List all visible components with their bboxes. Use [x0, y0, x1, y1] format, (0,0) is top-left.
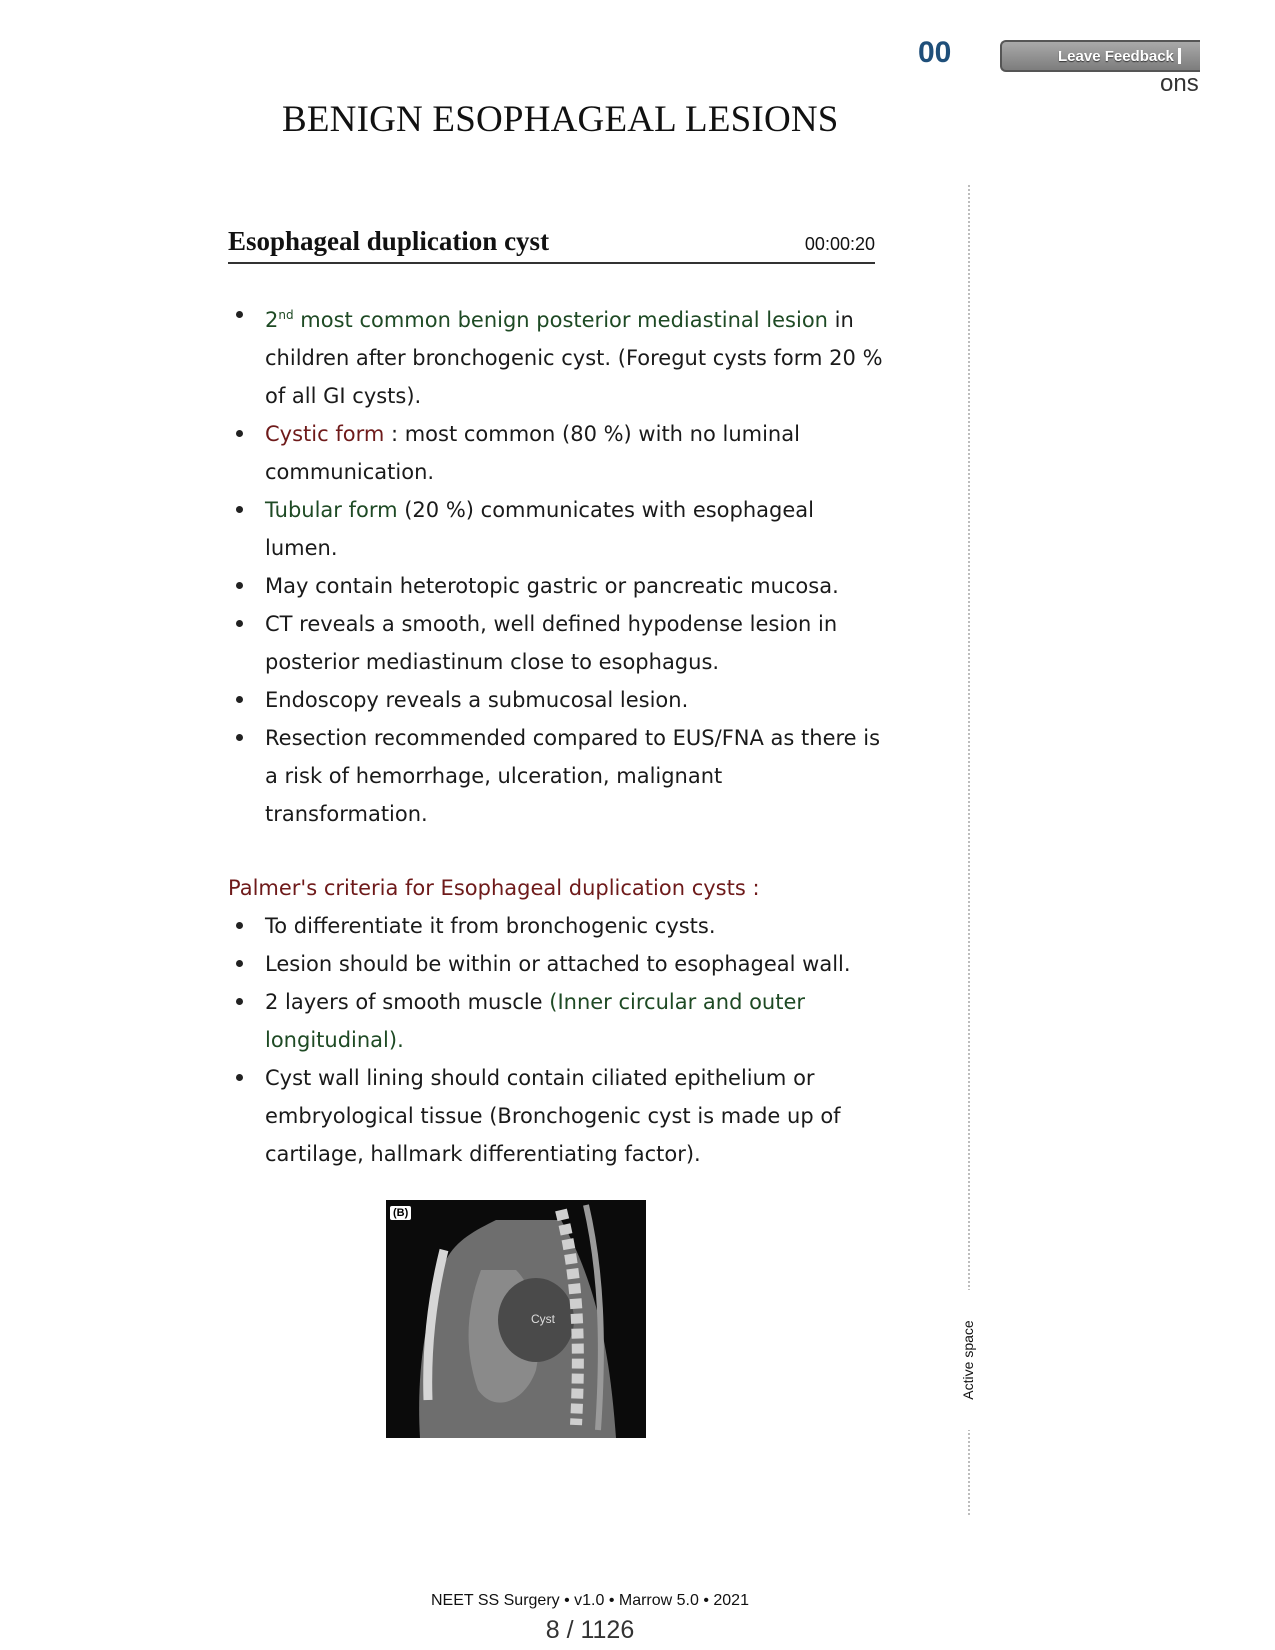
list-item: To differentiate it from bronchogenic cysts. — [228, 907, 888, 945]
cropped-side-text: ons — [1160, 70, 1199, 97]
page-counter: 00 — [918, 36, 952, 69]
criteria-list — [228, 907, 888, 1173]
list-item — [228, 296, 888, 415]
cursor-bar-icon — [1178, 48, 1181, 64]
list-item: Lesion should be within or attached to esophageal wall. — [228, 945, 888, 983]
notes-content — [228, 296, 888, 1173]
list-item — [228, 415, 888, 491]
highlight-text: most common benign posterior mediastinal lesion — [293, 308, 828, 332]
section-title: Esophageal duplication cyst — [228, 226, 550, 256]
body-text: (20 %) communicates with esophageal lumen. — [265, 498, 814, 560]
ct-scan-drawing — [386, 1200, 646, 1438]
list-item — [228, 983, 888, 1059]
criteria-heading: Palmer's criteria for Esophageal duplication cysts : — [228, 876, 760, 900]
section-timestamp[interactable]: 00:00:20 — [804, 234, 875, 254]
body-text: 2 layers of smooth muscle — [265, 990, 550, 1014]
list-item: Resection recommended compared to EUS/FNA as there is a risk of hemorrhage, ulceration, malignant transformation. — [228, 719, 888, 833]
figure-panel-label: (B) — [390, 1206, 411, 1220]
list-item: Cyst wall lining should contain ciliated epithelium or embryological tissue (Bronchogenic cyst is made up of cartilage, hallmark differentiating factor). — [228, 1059, 888, 1173]
leave-feedback-label: Leave Feedback — [1058, 48, 1174, 65]
body-text: : most common (80 %) with no luminal communication. — [265, 422, 800, 484]
highlight-text: Cystic form — [265, 422, 385, 446]
page-title: BENIGN ESOPHAGEAL LESIONS — [282, 99, 839, 140]
ordinal-suffix: nd — [278, 308, 294, 322]
list-item — [228, 491, 888, 567]
list-item: May contain heterotopic gastric or pancreatic mucosa. — [228, 567, 888, 605]
list-item: Endoscopy reveals a submucosal lesion. — [228, 681, 888, 719]
highlight-text: (Inner circular and outer longitudinal). — [265, 990, 806, 1052]
list-item: CT reveals a smooth, well defined hypodense lesion in posterior mediastinum close to esophagus. — [228, 605, 888, 681]
page-number: 8 / 1126 — [545, 1616, 635, 1644]
ordinal: 2 — [265, 308, 279, 332]
highlight-text: Tubular form — [265, 498, 398, 522]
active-space-label: Active space — [960, 1290, 980, 1430]
cyst-annotation: Cyst — [531, 1312, 555, 1326]
ct-scan-image — [386, 1200, 646, 1438]
duplication-cyst-list — [228, 296, 888, 833]
section-header — [228, 224, 875, 264]
leave-feedback-button[interactable] — [1000, 40, 1200, 72]
body-text: in children after bronchogenic cyst. (Foregut cysts form 20 % of all GI cysts). — [265, 308, 883, 408]
footer-text: NEET SS Surgery • v1.0 • Marrow 5.0 • 2021 — [431, 1592, 749, 1609]
